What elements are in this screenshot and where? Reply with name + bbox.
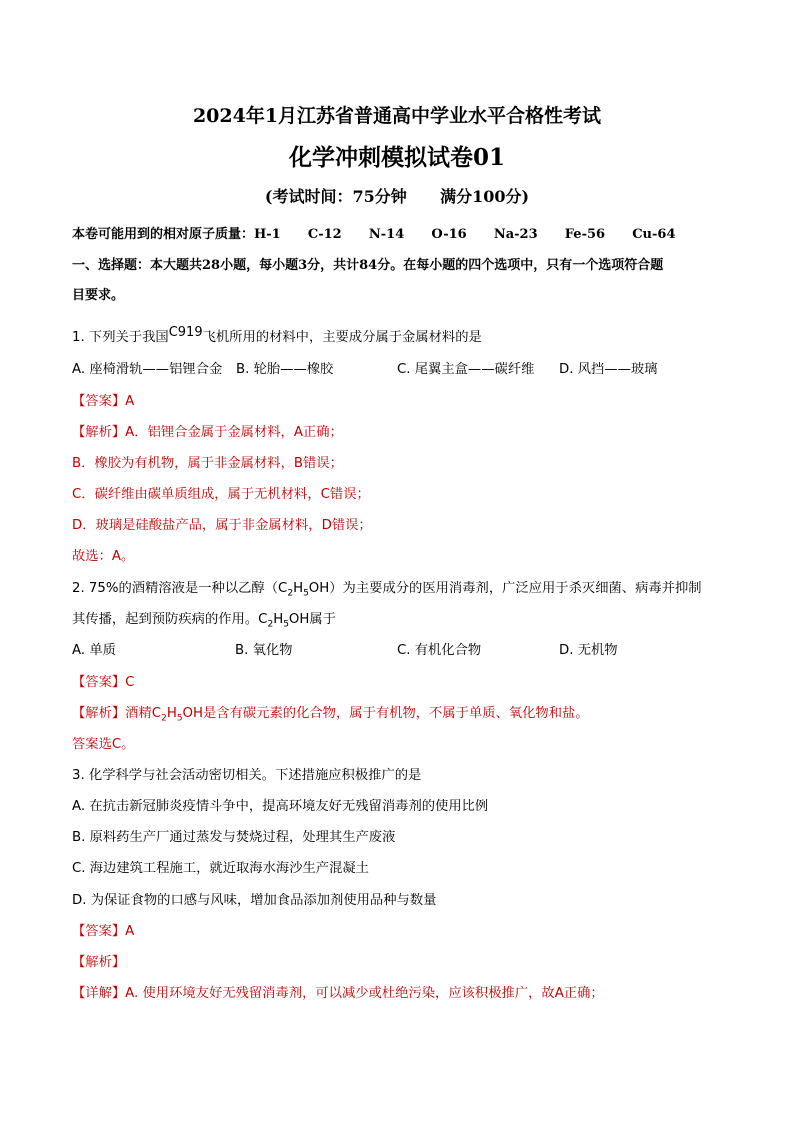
q2-stem-text: H: [273, 612, 284, 627]
q2-option-a: A. 单质: [72, 643, 116, 658]
q2-analysis: [72, 702, 732, 726]
q2-stem-line2: [72, 608, 732, 632]
q2-analysis-text: H: [166, 706, 177, 721]
q1-analysis-c: C．碳纤维由碳单质组成，属于无机材料，C错误；: [72, 487, 370, 502]
q1-answer: 【答案】A: [72, 394, 135, 409]
q2-option-c: C. 有机化合物: [397, 643, 482, 658]
q1-stem: [72, 326, 732, 350]
q1-stem-post: 飞机所用的材料中，主要成分属于金属材料的是: [202, 330, 482, 345]
section-heading-line2: 目要求。: [72, 288, 125, 303]
q2-subscript: 5: [176, 713, 183, 724]
q2-subscript: 5: [283, 619, 289, 630]
q3-analysis: 【解析】: [72, 955, 126, 970]
q2-stem-text: H: [293, 581, 304, 596]
q1-analysis-b: B．橡胶为有机物，属于非金属材料，B错误；: [72, 456, 343, 471]
q3-detail: 【详解】A. 使用环境友好无残留消毒剂，可以减少或杜绝污染，应该积极推广，故A正确；: [72, 986, 604, 1001]
q2-analysis-text: OH是含有碳元素的化合物，属于有机物，不属于单质、氧化物和盐。: [182, 706, 589, 721]
q1-option-b: B. 轮胎——橡胶: [236, 362, 334, 377]
q3-option-a: A. 在抗击新冠肺炎疫情斗争中，提高环境友好无残留消毒剂的使用比例: [72, 799, 489, 814]
exam-title: 2024年1月江苏省普通高中学业水平合格性考试: [192, 105, 602, 127]
q2-stem-text: 2. 75%的酒精溶液是一种以乙醇（C: [72, 581, 288, 596]
q3-answer: 【答案】A: [72, 924, 135, 939]
q2-subscript: 2: [287, 588, 294, 599]
q2-answer: 【答案】C: [72, 675, 135, 690]
q2-stem-text: OH）为主要成分的医用消毒剂，广泛应用于杀灭细菌、病毒并抑制: [308, 581, 702, 596]
q3-stem: 3. 化学科学与社会活动密切相关。下述措施应积极推广的是: [72, 768, 422, 783]
q1-option-d: D. 风挡——玻璃: [559, 362, 658, 377]
q3-option-b: B. 原料药生产厂通过蒸发与焚烧过程，处理其生产废液: [72, 830, 396, 845]
q2-conclusion: 答案选C。: [72, 737, 135, 752]
q3-option-d: D. 为保证食物的口感与风味，增加食品添加剂使用品种与数量: [72, 893, 437, 908]
q2-subscript: 2: [267, 619, 274, 630]
q1-option-c: C. 尾翼主盒——碳纤维: [397, 362, 535, 377]
q1-conclusion: 故选：A。: [72, 549, 135, 564]
q2-subscript: 2: [161, 713, 167, 724]
q2-stem-text: OH属于: [288, 612, 336, 627]
q3-option-c: C. 海边建筑工程施工，就近取海水海沙生产混凝土: [72, 861, 369, 876]
q1-stem-pre: 1. 下列关于我国: [72, 330, 169, 345]
q2-stem-text: 其传播，起到预防疾病的作用。C: [72, 612, 268, 627]
q2-subscript: 5: [303, 588, 309, 599]
q1-analysis-d: D．玻璃是硅酸盐产品，属于非金属材料，D错误；: [72, 518, 372, 533]
q2-stem-line1: [72, 577, 732, 601]
section-heading-line1: 一、选择题：本大题共28小题，每小题3分，共计84分。在每小题的四个选项中，只有一个选项符合题: [72, 258, 664, 273]
q2-analysis-text: 【解析】酒精C: [72, 706, 162, 721]
atomic-masses: 本卷可能用到的相对原子质量：H-1 C-12 N-14 O-16 Na-23 Fe-56 Cu-64: [72, 227, 676, 242]
exam-subtitle: 化学冲刺模拟试卷01: [288, 144, 505, 171]
q1-stem-c919: C919: [168, 325, 203, 340]
q2-option-d: D. 无机物: [559, 643, 618, 658]
exam-time-score: (考试时间：75分钟 满分100分): [264, 187, 530, 206]
q2-option-b: B. 氧化物: [235, 643, 293, 658]
q1-option-a: A. 座椅滑轨——铝锂合金: [72, 362, 223, 377]
q1-analysis-a: 【解析】A．铝锂合金属于金属材料，A正确；: [72, 425, 343, 440]
